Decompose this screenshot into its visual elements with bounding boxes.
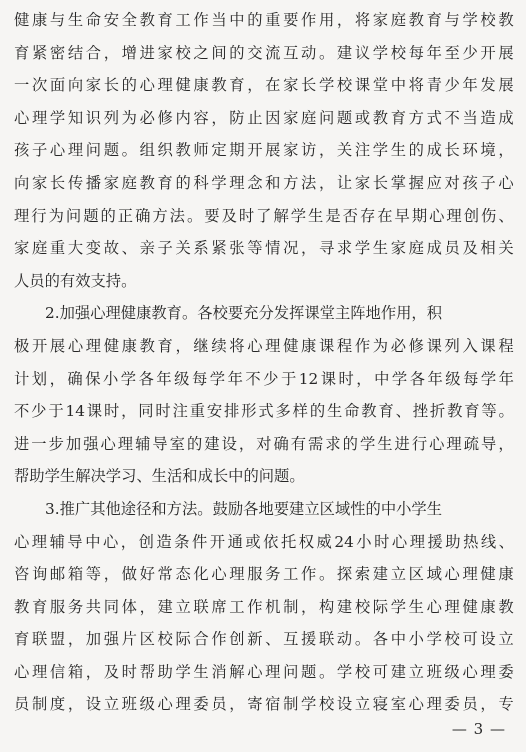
body-text [14,4,514,721]
page-number: — 3 — [451,720,506,738]
text-line: 心 理 学 知 识 列 为 必 修 内 容 ， 防 止 因 家 庭 问 题 或 教 育 方 式 不 当 造 成 [14,108,514,127]
text-line: 孩 子 心 理 问 题 。 组 织 教 师 定 期 开 展 家 访 ， 关 注 学 生 的 成 长 环 境 ， [14,141,514,160]
text-line: 育 联 盟 ， 加 强 片 区 校 际 合 作 创 新 、 互 援 联 动 。 各 中 小 学 校 可 设 立 [14,630,514,649]
text-line: 向 家 长 传 播 家 庭 教 育 的 科 学 理 念 和 方 法 ， 让 家 长 掌 握 应 对 孩 子 心 [14,173,514,192]
text-line: 帮助学生解决学习、生活和成长中的问题。 [14,467,305,486]
text-line: 家 庭 重 大 变 故 、 亲 子 关 系 紧 张 等 情 况 ， 寻 求 学 生 家 庭 成 员 及 相 关 [14,239,514,258]
text-line: 育 紧 密 结 合 ， 增 进 家 校 之 间 的 交 流 互 动 。 建 议 学 校 每 年 至 少 开 展 [14,43,514,62]
text-line: 一 次 面 向 家 长 的 心 理 健 康 教 育 ， 在 家 长 学 校 课 堂 中 将 青 少 年 发 展 [14,76,514,95]
paragraph-heading-line: 3.推广其他途径和方法。鼓励各地要建立区域性的中小学生 [45,499,443,518]
text-line: 咨 询 邮 箱 等 ， 做 好 常 态 化 心 理 服 务 工 作 。 探 索 建 立 区 域 心 理 健 康 [14,565,514,584]
text-line: 心 理 辅 导 中 心 ， 创 造 条 件 开 通 或 依 托 权 威 24 小 时 心 理 援 助 热 线 、 [14,532,514,551]
text-line: 不 少 于 14 课 时 ， 同 时 注 重 安 排 形 式 多 样 的 生 命 教 育 、 挫 折 教 育 等 。 [14,402,514,421]
text-line: 员 制 度 ， 设 立 班 级 心 理 委 员 ， 寄 宿 制 学 校 设 立 寝 室 心 理 委 员 ， 专 [14,695,514,714]
text-line: 健 康 与 生 命 安 全 教 育 工 作 当 中 的 重 要 作 用 ， 将 家 庭 教 育 与 学 校 教 [14,11,514,29]
text-line: 理 行 为 问 题 的 正 确 方 法 。 要 及 时 了 解 学 生 是 否 存 在 早 期 心 理 创 伤 、 [14,206,514,225]
text-line: 计 划 ， 确 保 小 学 各 年 级 每 学 年 不 少 于 12 课 时 ， 中 学 各 年 级 每 学 年 [14,369,514,388]
paragraph-heading-line: 2.加强心理健康教育。各校要充分发挥课堂主阵地作用，积 [45,304,443,323]
text-line: 人员的有效支持。 [14,271,137,290]
text-line: 进 一 步 加 强 心 理 辅 导 室 的 建 设 ， 对 确 有 需 求 的 学 生 进 行 心 理 疏 导 ， [14,434,514,453]
text-line: 心 理 信 箱 ， 及 时 帮 助 学 生 消 解 心 理 问 题 。 学 校 可 建 立 班 级 心 理 委 [14,662,514,681]
text-line: 教 育 服 务 共 同 体 ， 建 立 联 席 工 作 机 制 ， 构 建 校 际 学 生 心 理 健 康 教 [14,597,514,616]
text-line: 极 开 展 心 理 健 康 教 育 ， 继 续 将 心 理 健 康 课 程 作 为 必 修 课 列 入 课 程 [14,336,514,355]
